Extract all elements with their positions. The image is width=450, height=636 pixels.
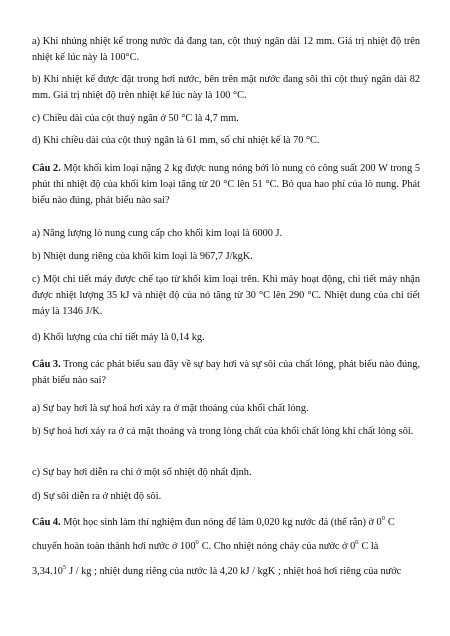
q2-option-b: b) Nhiệt dung riêng của khối kim loại là 967,7 J/kgK.	[32, 251, 253, 262]
q4-formula-0c: $0^0$ C	[376, 515, 395, 528]
question-2-label: Câu 2.	[32, 163, 61, 174]
q4-text-6: ; nhiệt hoá hơi riêng của nước	[277, 566, 402, 577]
question-4-label: Câu 4.	[32, 517, 61, 528]
question-3-label: Câu 3.	[32, 359, 61, 370]
q4-formula-0c-2: $0^0$ C	[350, 539, 369, 552]
q2-option-d: d) Khối lượng của chi tiết máy là 0,14 kg.	[32, 332, 205, 343]
q4-text-3: Cho nhiệt nóng chảy của nước ở	[213, 541, 348, 552]
q1-option-a: a) Khi nhúng nhiệt kế trong nước đá đang tan, cột thuỷ ngân dài 12 mm. Giá trị nhiệt độ trên nhiệt kế lúc này là 100°C.	[32, 36, 420, 63]
q4-formula-100c: $100^0$ C.	[180, 539, 212, 552]
q1-option-c: c) Chiều dài của cột thuỷ ngân ở 50 °C là 4,7 mm.	[32, 113, 239, 124]
q4-text-4: là	[370, 541, 379, 552]
question-4-stem-line-3	[32, 564, 420, 580]
q3-option-b: b) Sự hoá hơi xảy ra ở cả mặt thoáng và trong lòng chất của khối chất lỏng khi chất lỏng sôi.	[32, 426, 414, 437]
q4-text-5: ; nhiệt dung riêng của nước là	[94, 566, 218, 577]
question-4-stem-line-2	[32, 539, 420, 555]
question-3-stem	[32, 357, 420, 389]
question-4-stem-line-1	[32, 515, 420, 531]
q3-option-d: d) Sự sôi diễn ra ở nhiệt độ sôi.	[32, 491, 162, 502]
question-2-stem	[32, 161, 420, 209]
question-3-text: Trong các phát biểu sau đây về sự bay hơi và sự sôi của chất lỏng, phát biểu nào đúng, phát biểu nào sai?	[32, 359, 421, 386]
q1-option-b: b) Khi nhiệt kế được đặt trong hơi nước, bên trên mặt nước đang sôi thì cột thuỷ ngân dài 82 mm. Giá trị nhiệt độ trên nhiệt kế lúc này là 100 °C.	[32, 74, 420, 101]
q1-option-d: d) Khi chiều dài của cột thuỷ ngân là 61 mm, số chỉ nhiệt kế là 70 °C.	[32, 135, 320, 146]
q4-text-1: Một học sinh làm thí nghiệm đun nóng để làm 0,020 kg nước đá (thể rắn) ở	[63, 517, 374, 528]
q4-formula-specific-heat: 4,20 kJ / kgK	[219, 566, 276, 577]
question-2-text: Một khối kim loại nặng 2 kg được nung nóng bởi lò nung có công suất 200 W trong 5 phút thì nhiệt độ của khối kim loại tăng từ 20 °C lên 51 °C. Bỏ qua hao phí của lò nung. Phát biểu nào đúng, phát biểu nào sai?	[32, 163, 420, 206]
q3-option-c: c) Sự bay hơi diễn ra chỉ ở một số nhiệt độ nhất định.	[32, 467, 252, 478]
q2-option-c: c) Một chi tiết máy được chế tạo từ khối kim loại trên. Khi máy hoạt động, chi tiết máy nhận được nhiệt lượng 35 kJ và nhiệt độ của nó tăng từ 30 °C lên 290 °C. Nhiệt dung của chi tiết máy là 1346 J/K.	[32, 274, 420, 317]
q4-formula-latent-heat: 3,34.10$^5$ J / kg	[32, 564, 92, 577]
q2-option-a: a) Năng lượng lò nung cung cấp cho khối kim loại là 6000 J.	[32, 228, 283, 239]
q4-text-2: chuyển hoàn toàn thành hơi nước ở	[32, 541, 178, 552]
q3-option-a: a) Sự bay hơi là sự hoá hơi xảy ra ở mặt thoáng của khối chất lỏng.	[32, 403, 309, 414]
